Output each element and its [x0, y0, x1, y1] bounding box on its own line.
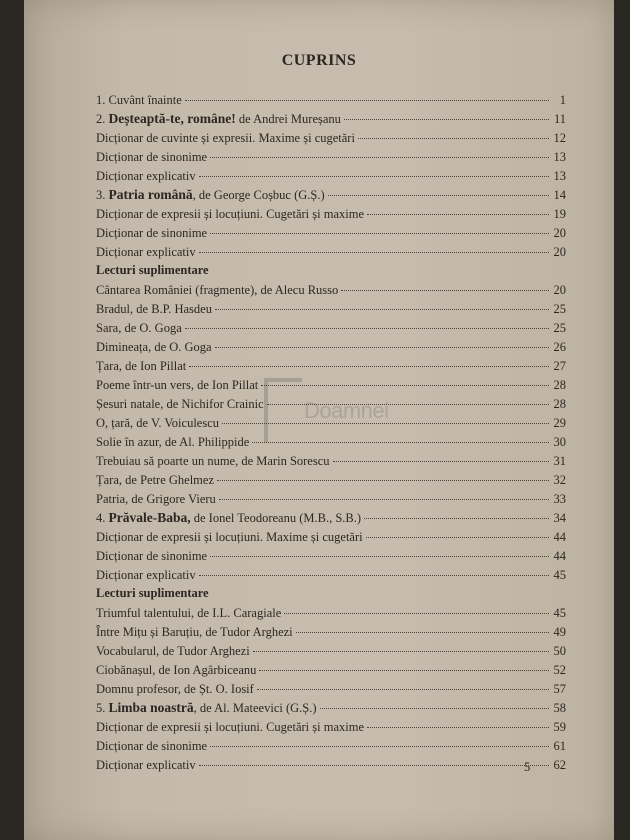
toc-entry-prefix: Între Mițu și Baruțiu, de Tudor Arghezi [96, 625, 293, 639]
toc-entry [96, 318, 566, 337]
toc-entry-page: 19 [553, 207, 566, 221]
toc-entry [96, 242, 566, 261]
dotted-leader [215, 347, 549, 348]
toc-entry-suffix: , de George Coșbuc (G.Ș.) [192, 188, 325, 202]
toc-entry-title [96, 299, 212, 319]
toc-entry-title [96, 242, 196, 262]
dotted-leader [210, 157, 549, 158]
toc-entry-title [96, 489, 216, 509]
toc-entry-suffix: de Andrei Mureșanu [235, 112, 341, 126]
toc-entry-title [96, 337, 212, 357]
toc-entry-title [96, 508, 361, 528]
toc-entry-prefix: Țara, de Petre Ghelmez [96, 473, 214, 487]
toc-entry [96, 641, 566, 660]
toc-entry-prefix: Patria, de Grigore Vieru [96, 492, 216, 506]
toc-entry [96, 223, 566, 242]
toc-entry-prefix: 4. [96, 511, 109, 525]
dotted-leader [320, 708, 549, 709]
toc-entry-prefix: Șesuri natale, de Nichifor Crainic [96, 397, 264, 411]
toc-entry-page: 52 [553, 663, 566, 677]
toc-entry-prefix: 1. Cuvânt înainte [96, 93, 182, 107]
toc-entry-prefix: Dicționar de sinonime [96, 549, 208, 563]
toc-entry-page: 45 [553, 568, 566, 582]
toc-entry-title [96, 698, 317, 718]
dotted-leader [364, 518, 549, 519]
book-page [24, 0, 614, 840]
dotted-leader [199, 765, 549, 766]
toc-entry-page: 44 [553, 530, 566, 544]
toc-entry-title [96, 432, 249, 452]
toc-entry-page: 44 [553, 549, 566, 563]
toc-heading-text: Lecturi suplimentare [96, 586, 209, 600]
toc-entry-page: 32 [553, 473, 566, 487]
toc-entry-title [96, 147, 207, 167]
dotted-leader [257, 689, 549, 690]
page-title: CUPRINS [281, 52, 357, 69]
toc-entry-prefix: Sara, de O. Goga [96, 321, 182, 335]
toc-entry-prefix: Vocabularul, de Tudor Arghezi [96, 644, 250, 658]
toc-entry-page: 33 [553, 492, 566, 506]
dotted-leader [367, 727, 549, 728]
toc-entry-prefix: Țara, de Ion Pillat [96, 359, 187, 373]
toc-entry-title [96, 546, 207, 566]
toc-entry-title [96, 394, 264, 414]
toc-entry [96, 622, 566, 641]
watermark-text: Doamnei [304, 398, 389, 423]
dotted-leader [341, 290, 549, 291]
toc-entry-page: 27 [553, 359, 566, 373]
toc-entry-prefix: 3. [96, 188, 109, 202]
toc-entry-page: 11 [553, 112, 566, 126]
toc-entry [96, 508, 566, 527]
toc-entry [96, 527, 566, 546]
toc-entry [96, 109, 566, 128]
toc-entry-title [96, 356, 186, 376]
toc-entry-page: 31 [553, 454, 566, 468]
dotted-leader [185, 328, 549, 329]
toc-entry-title [96, 223, 207, 243]
toc-entry-page: 20 [553, 245, 566, 259]
toc-entry-suffix: , de Al. Mateevici (G.Ș.) [193, 701, 317, 715]
dotted-leader [284, 613, 549, 614]
toc-entry [96, 166, 566, 185]
dotted-leader [296, 632, 549, 633]
toc-entry-page: 13 [553, 150, 566, 164]
toc-entry-title [96, 622, 293, 642]
dotted-leader [328, 195, 549, 196]
toc-entry-prefix: Dicționar de sinonime [96, 150, 208, 164]
toc-entry-page: 49 [553, 625, 566, 639]
toc-entry-page: 28 [553, 397, 566, 411]
dotted-leader [344, 119, 549, 120]
toc-entry-prefix: Ciobănașul, de Ion Agârbiceanu [96, 663, 257, 677]
dotted-leader [366, 537, 549, 538]
dotted-leader [367, 214, 549, 215]
toc-entry [96, 470, 566, 489]
toc-entry-title [96, 128, 355, 148]
dotted-leader [199, 575, 549, 576]
toc-entry-prefix: Bradul, de B.P. Hasdeu [96, 302, 212, 316]
toc-entry-page: 57 [553, 682, 566, 696]
toc-entry-title [96, 755, 196, 775]
toc-entry-page: 50 [553, 644, 566, 658]
toc-entry-page: 58 [553, 701, 566, 715]
toc-heading-text: Lecturi suplimentare [96, 263, 209, 277]
dotted-leader [199, 176, 549, 177]
toc-entry [96, 717, 566, 736]
dotted-leader [215, 309, 549, 310]
toc-entry [96, 299, 566, 318]
toc-entry-prefix: Dicționar de cuvinte și expresii. Maxime și cugetări [96, 131, 355, 145]
watermark-frame-icon [264, 378, 302, 442]
toc-entry-title [96, 527, 363, 547]
toc-entry-bold-title: Limba noastră [108, 700, 194, 715]
toc-entry-prefix: Dicționar de expresii și locuțiuni. Cugetări și maxime [96, 720, 364, 734]
toc-entry [96, 546, 566, 565]
toc-entry-page: 1 [559, 93, 566, 107]
toc-entry-page: 34 [553, 511, 566, 525]
dotted-leader [210, 556, 549, 557]
toc-entry-title [96, 679, 254, 699]
toc-entry [96, 128, 566, 147]
watermark-logo [264, 378, 389, 456]
toc-entry-bold-title: Deșteaptă-te, române! [108, 111, 236, 126]
toc-section-heading [96, 261, 566, 280]
toc-entry [96, 565, 566, 584]
toc-entry-page: 20 [553, 283, 566, 297]
toc-entry-title [96, 375, 258, 395]
toc-entry-page: 20 [553, 226, 566, 240]
toc-entry-page: 30 [553, 435, 566, 449]
toc-entry [96, 660, 566, 679]
toc-entry [96, 755, 566, 774]
dotted-leader [333, 461, 549, 462]
toc-entry-page: 29 [553, 416, 566, 430]
toc-entry-prefix: Triumful talentului, de I.L. Caragiale [96, 606, 282, 620]
toc-entry-title [96, 603, 281, 623]
toc-entry-title [96, 185, 325, 205]
toc-entry-title [96, 717, 364, 737]
dotted-leader [358, 138, 549, 139]
toc-entry [96, 603, 566, 622]
toc-entry-title [96, 565, 196, 585]
toc-entry-title [96, 470, 214, 490]
dotted-leader [253, 651, 549, 652]
toc-section-heading [96, 584, 566, 603]
toc-entry-page: 26 [553, 340, 566, 354]
toc-entry-prefix: Dicționar de expresii și locuțiuni. Cugetări și maxime [96, 207, 364, 221]
toc-entry-bold-title: Patria română [108, 187, 193, 202]
toc-entry [96, 204, 566, 223]
toc-entry-title [96, 660, 256, 680]
toc-entry-prefix: 5. [96, 701, 109, 715]
toc-entry [96, 489, 566, 508]
toc-entry-prefix: Dicționar de sinonime [96, 226, 208, 240]
toc-entry [96, 698, 566, 717]
toc-entry-title [96, 641, 250, 661]
toc-entry-prefix: Dicționar explicativ [96, 245, 196, 259]
toc-entry-bold-title: Prăvale-Baba, [108, 510, 191, 525]
toc-entry-title [96, 109, 341, 129]
toc-entry [96, 736, 566, 755]
toc-entry-title [96, 413, 219, 433]
toc-entry-prefix: Poeme într-un vers, de Ion Pillat [96, 378, 259, 392]
dotted-leader [259, 670, 549, 671]
toc-entry-page: 12 [553, 131, 566, 145]
dotted-leader [210, 233, 549, 234]
toc-entry-page: 25 [553, 321, 566, 335]
toc-entry-prefix: Cântarea României (fragmente), de Alecu Russo [96, 283, 339, 297]
page-number: 5 [524, 760, 531, 774]
dotted-leader [219, 499, 549, 500]
dotted-leader [185, 100, 549, 101]
toc-entry [96, 337, 566, 356]
toc-entry-prefix: Dimineața, de O. Goga [96, 340, 212, 354]
toc-entry-page: 14 [553, 188, 566, 202]
toc-entry [96, 90, 566, 109]
toc-entry-page: 62 [553, 758, 566, 772]
dotted-leader [210, 746, 549, 747]
toc-entry [96, 356, 566, 375]
toc-entry-prefix: 2. [96, 112, 109, 126]
toc-entry-title [96, 736, 207, 756]
toc-entry-prefix: O, țară, de V. Voiculescu [96, 416, 220, 430]
toc-entry-title [96, 166, 196, 186]
toc-entry-prefix: Trebuiau să poarte un nume, de Marin Sorescu [96, 454, 330, 468]
toc-entry [96, 147, 566, 166]
toc-entry-prefix: Dicționar de expresii și locuțiuni. Maxime și cugetări [96, 530, 363, 544]
toc-entry [96, 280, 566, 299]
dotted-leader [199, 252, 549, 253]
toc-entry-prefix: Dicționar de sinonime [96, 739, 208, 753]
toc-entry-prefix: Solie în azur, de Al. Philippide [96, 435, 250, 449]
toc-entry-prefix: Dicționar explicativ [96, 568, 196, 582]
dotted-leader [189, 366, 549, 367]
toc-entry-title [96, 318, 182, 338]
toc-entry-title [96, 90, 182, 110]
toc-entry-title [96, 204, 364, 224]
toc-entry-page: 25 [553, 302, 566, 316]
toc-entry [96, 185, 566, 204]
toc-entry-prefix: Dicționar explicativ [96, 169, 196, 183]
toc-entry-suffix: de Ionel Teodoreanu (M.B., S.B.) [190, 511, 362, 525]
toc-entry [96, 679, 566, 698]
toc-entry-prefix: Dicționar explicativ [96, 758, 196, 772]
toc-entry-page: 61 [553, 739, 566, 753]
toc-entry-prefix: Domnu profesor, de Șt. O. Iosif [96, 682, 254, 696]
toc-entry-page: 59 [553, 720, 566, 734]
toc-entry-title [96, 280, 338, 300]
toc-entry-page: 28 [553, 378, 566, 392]
toc-entry-page: 45 [553, 606, 566, 620]
dotted-leader [217, 480, 549, 481]
toc-entry-page: 13 [553, 169, 566, 183]
